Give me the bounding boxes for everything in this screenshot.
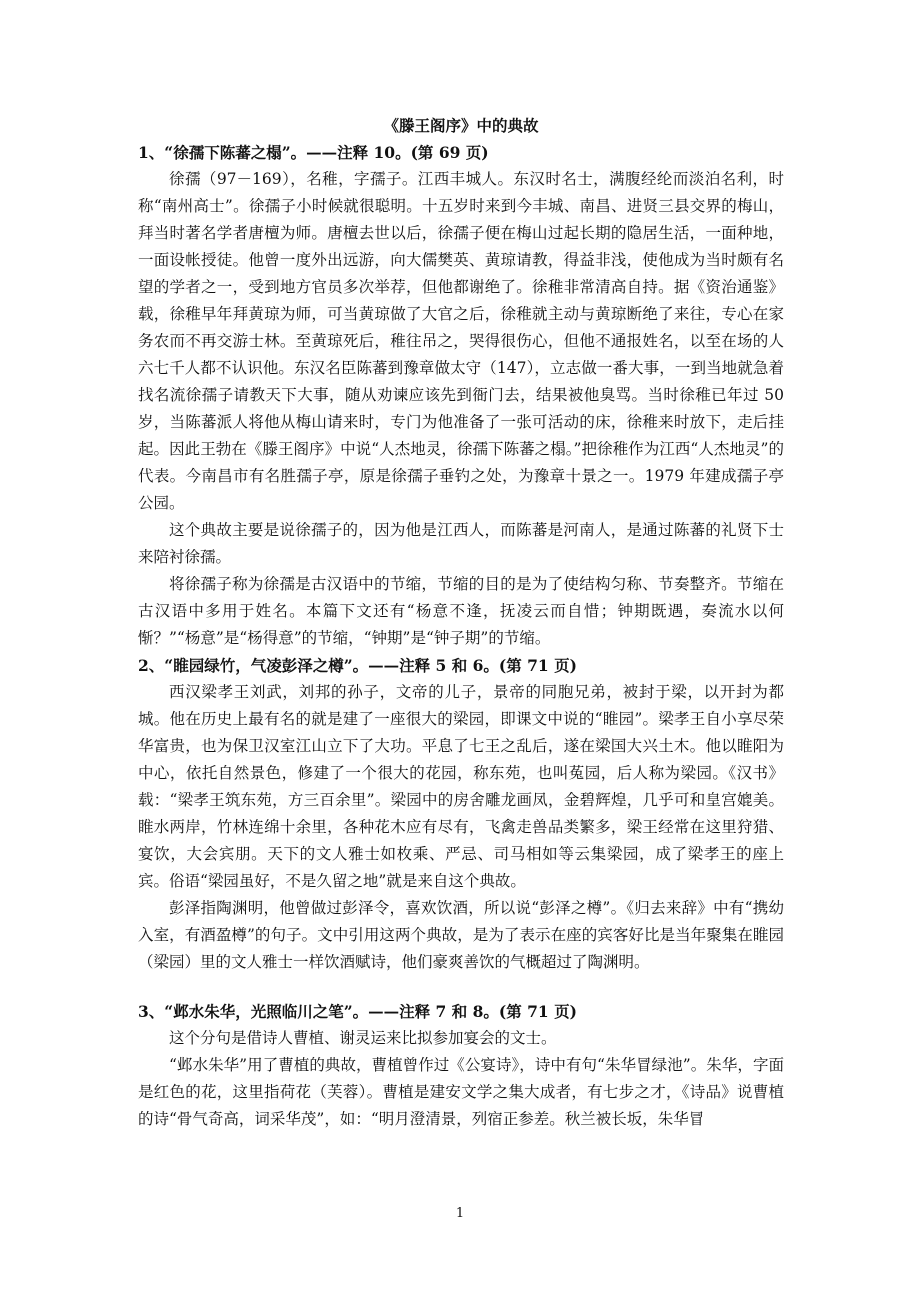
section-2-paragraph-2: 彭泽指陶渊明，他曾做过彭泽令，喜欢饮酒，所以说“彭泽之樽”。《归去来辞》中有“携幼入室，有酒盈樽”的句子。文中引用这两个典故，是为了表示在座的宾客好比是当年聚集在睢园（梁园）里的文人雅士一样饮酒赋诗，他们豪爽善饮的气概超过了陶渊明。 [138,899,784,971]
section-2-heading: 2、“睢园绿竹，气凌彭泽之樽”。——注释 5 和 6。(第 71 页) [138,656,577,675]
section-2-paragraph-1: 西汉梁孝王刘武，刘邦的孙子，文帝的儿子，景帝的同胞兄弟，被封于梁，以开封为都城。他在历史上最有名的就是建了一座很大的梁园，即课文中说的“睢园”。梁孝王自小享尽荣华富贵，也为保卫汉室江山立下了大功。平息了七王之乱后，遂在梁国大兴土木。他以睢阳为中心，依托自然景色，修建了一个很大的花园，称东苑，也叫菟园，后人称为梁园。《汉书》载：“梁孝王筑东苑，方三百余里”。梁园中的房舍雕龙画凤，金碧辉煌，几乎可和皇宫媲美。睢水两岸，竹林连绵十余里，各种花木应有尽有，飞禽走兽品类繁多，梁王经常在这里狩猎、宴饮，大会宾朋。天下的文人雅士如枚乘、严忌、司马相如等云集梁园，成了梁孝王的座上宾。俗语“梁园虽好，不是久留之地”就是来自这个典故。 [138,683,784,890]
document-body [138,112,784,1133]
section-1-paragraph-1: 徐孺（97－169），名稚，字孺子。江西丰城人。东汉时名士，满腹经纶而淡泊名利，时称“南州高士”。徐孺子小时候就很聪明。十五岁时来到今丰城、南昌、进贤三县交界的梅山，拜当时著名学者唐檀为师。唐檀去世以后，徐孺子便在梅山过起长期的隐居生活，一面种地，一面设帐授徒。他曾一度外出远游，向大儒樊英、黄琼请教，得益非浅，使他成为当时颇有名望的学者之一，受到地方官员多次举荐，但他都谢绝了。徐稚非常清高自持。据《资治通鉴》载，徐稚早年拜黄琼为师，可当黄琼做了大官之后，徐稚就主动与黄琼断绝了来往，专心在家务农而不再交游士林。至黄琼死后，稚往吊之，哭得很伤心，但他不通报姓名，以至在场的人六七千人都不认识他。东汉名臣陈蕃到豫章做太守（147），立志做一番大事，一到当地就急着找名流徐孺子请教天下大事，随从劝谏应该先到衙门去，结果被他臭骂。当时徐稚已年过 50 岁，当陈蕃派人将他从梅山请来时，专门为他准备了一张可活动的床，徐稚来时放下，走后挂起。因此王勃在《滕王阁序》中说“人杰地灵，徐孺下陈蕃之榻。”把徐稚作为江西“人杰地灵”的代表。今南昌市有名胜孺子亭，原是徐孺子垂钓之处，为豫章十景之一。1979 年建成孺子亭公园。 [138,170,784,512]
section-3-paragraph-2: “邺水朱华”用了曹植的典故，曹植曾作过《公宴诗》，诗中有句“朱华冒绿池”。朱华，字面是红色的花，这里指荷花（芙蓉）。曹植是建安文学之集大成者，有七步之才，《诗品》说曹植的诗“骨气奇高，词采华茂”，如：“明月澄清景，列宿正参差。秋兰被长坂，朱华冒 [138,1056,784,1128]
page-number: 1 [455,1206,465,1221]
section-3-heading: 3、“邺水朱华，光照临川之笔”。——注释 7 和 8。(第 71 页) [138,1002,577,1021]
section-1-paragraph-3: 将徐孺子称为徐孺是古汉语中的节缩，节缩的目的是为了使结构匀称、节奏整齐。节缩在古汉语中多用于姓名。本篇下文还有“杨意不逢，抚凌云而自惜；钟期既遇，奏流水以何惭？”“杨意”是“杨得意”的节缩，“钟期”是“钟子期”的节缩。 [138,575,784,647]
section-1-paragraph-2: 这个典故主要是说徐孺子的，因为他是江西人，而陈蕃是河南人，是通过陈蕃的礼贤下士来陪衬徐孺。 [138,521,784,566]
section-3-paragraph-1: 这个分句是借诗人曹植、谢灵运来比拟参加宴会的文士。 [169,1029,557,1047]
document-title: 《滕王阁序》中的典故 [383,116,539,135]
section-1-heading: 1、“徐孺下陈蕃之榻”。——注释 10。(第 69 页) [138,143,489,162]
